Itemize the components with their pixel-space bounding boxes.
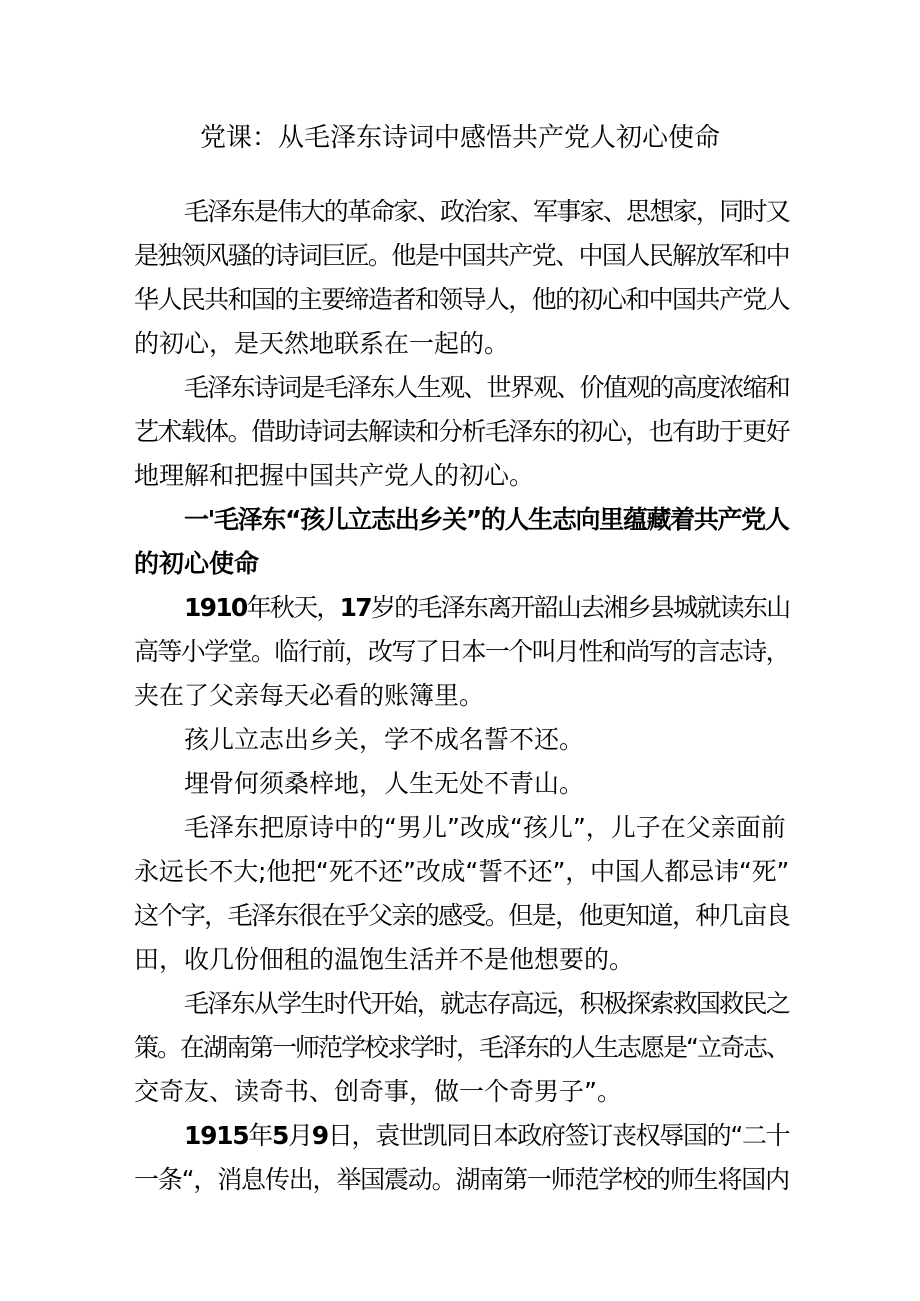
paragraph-line	[134, 718, 789, 762]
document-title: 党课：从毛泽东诗词中感悟共产党人初心使命	[199, 123, 720, 153]
text-run: 策。在湖南第一师范学校求学时，毛泽东的人生志愿是“立奇志、	[134, 1033, 789, 1062]
paragraph-line	[134, 366, 789, 410]
text-run: 的初心使命	[134, 549, 260, 578]
text-run: 一条“，消息传出，举国震动。湖南第一师范学校的师生将国内	[134, 1165, 789, 1194]
paragraph-line	[134, 1114, 789, 1158]
paragraph-line	[134, 806, 789, 850]
text-run: 艺术载体。借助诗词去解读和分析毛泽东的初心，也有助于更好	[134, 417, 790, 446]
paragraph-line	[134, 234, 789, 278]
paragraph-line	[134, 1070, 789, 1114]
paragraph-line	[134, 1158, 789, 1202]
text-run: 毛泽东把原诗中的“男儿”改成“孩儿”，儿子在父亲面前	[184, 813, 786, 842]
text-run: 交奇友、读奇书、创奇事，做一个奇男子”。	[134, 1077, 622, 1106]
paragraph-line	[134, 586, 789, 630]
text-run: 5	[271, 1121, 289, 1150]
paragraph-line	[134, 674, 789, 718]
text-run: 17	[339, 593, 371, 622]
text-run: 孩儿立志出乡关，学不成名誓不还。	[184, 725, 585, 754]
text-run: 1910	[184, 593, 247, 622]
paragraph-line	[134, 190, 789, 234]
text-run: 年秋天，	[246, 593, 340, 622]
document-body	[134, 190, 789, 1202]
text-run: 高等小学堂。临行前，改写了日本一个叫月性和尚写的言志诗，	[134, 637, 790, 666]
paragraph-line	[134, 630, 789, 674]
paragraph-line	[134, 982, 789, 1026]
text-run: 日，袁世凯同日本政府签订丧权辱国的“二十	[327, 1121, 790, 1150]
text-run: 永远长不大;他把“死不还”改成“誓不还”，中国人都忌讳“死”	[134, 857, 790, 886]
paragraph-line	[134, 850, 789, 894]
paragraph-line	[134, 938, 789, 982]
text-run: 1915	[184, 1121, 249, 1150]
text-run: 岁的毛泽东离开韶山去湘乡县城就读东山	[370, 593, 790, 622]
paragraph-line	[134, 762, 789, 806]
text-run: 一'毛泽东“孩儿立志出乡关”的人生志向里蕴藏着共产党人	[184, 505, 789, 534]
section-heading-line	[134, 542, 789, 586]
paragraph-line	[134, 894, 789, 938]
text-run: 月	[288, 1121, 312, 1150]
section-heading-line	[134, 498, 789, 542]
text-run: 年	[248, 1121, 272, 1150]
text-run: 这个字，毛泽东很在乎父亲的感受。但是，他更知道，种几亩良	[134, 901, 790, 930]
text-run: 的初心，是天然地联系在一起的。	[134, 329, 510, 358]
text-run: 华人民共和国的主要缔造者和领导人，他的初心和中国共产党人	[134, 285, 790, 314]
text-run: 毛泽东是伟大的革命家、政治家、军事家、思想家，同时又	[184, 197, 790, 226]
text-run: 地理解和把握中国共产党人的初心。	[134, 461, 535, 490]
paragraph-line	[134, 454, 789, 498]
text-run: 是独领风骚的诗词巨匠。他是中国共产党、中国人民解放军和中	[134, 241, 790, 270]
paragraph-line	[134, 278, 789, 322]
text-run: 毛泽东诗词是毛泽东人生观、世界观、价值观的高度浓缩和	[184, 373, 790, 402]
text-run: 埋骨何须桑梓地，人生无处不青山。	[184, 769, 585, 798]
text-run: 夹在了父亲每天必看的账簿里。	[134, 681, 485, 710]
paragraph-line	[134, 410, 789, 454]
text-run: 毛泽东从学生时代开始，就志存高远，积极探索救国救民之	[184, 989, 790, 1018]
text-run: 田，收几份佃租的温饱生活并不是他想要的。	[134, 945, 635, 974]
paragraph-line	[134, 322, 789, 366]
paragraph-line	[134, 1026, 789, 1070]
text-run: 9	[311, 1121, 328, 1150]
